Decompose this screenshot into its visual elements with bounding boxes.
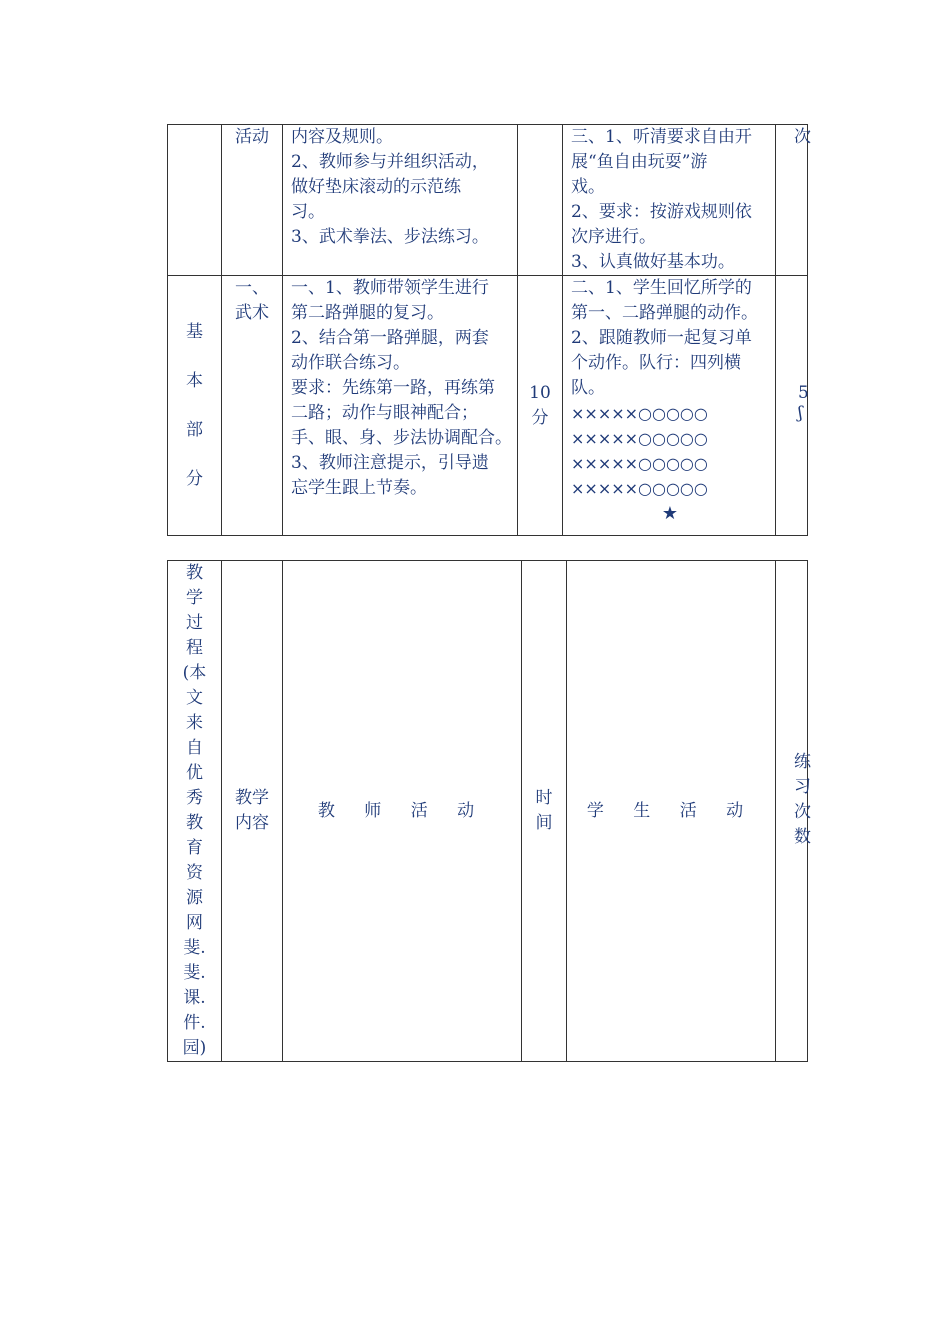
- student-line: 队。: [571, 378, 605, 398]
- content-cell: [222, 125, 283, 276]
- student-line: 戏。: [571, 177, 605, 197]
- time-value: 10: [529, 382, 551, 403]
- content-text: 活动: [235, 127, 269, 147]
- formation-row: ×××××○○○○○: [571, 429, 708, 448]
- time-unit: 分: [531, 407, 549, 428]
- teacher-line: 二路；动作与眼神配合；: [291, 403, 478, 423]
- content-cell: [222, 276, 283, 536]
- section-cell: [168, 276, 222, 536]
- teacher-line: 动作联合练习。: [291, 353, 410, 373]
- student-line: 2、跟随教师一起复习单: [571, 328, 752, 348]
- count-cell: [776, 125, 811, 276]
- content-line: 一、: [235, 278, 269, 298]
- lesson-header-table: [167, 560, 811, 1062]
- student-line: 展“鱼自由玩耍”游: [571, 152, 708, 172]
- time-header: 时 间: [522, 561, 567, 1062]
- time-cell: [518, 125, 563, 276]
- teacher-line: 做好垫床滚动的示范练: [291, 177, 461, 197]
- student-line: 第一、二路弹腿的动作。: [571, 303, 758, 323]
- teacher-line: 手、眼、身、步法协调配合。: [291, 428, 512, 448]
- teaching-process-cell: [168, 561, 222, 1062]
- student-line: 二、1、学生回忆所学的: [571, 278, 752, 298]
- teacher-line: 习。: [291, 202, 325, 222]
- teaching-process-label: 教 学 过 程 (本 文 来 自 优 秀 教 育 资 源 网 斐. 斐. 课. 件. 园): [182, 563, 207, 1058]
- teacher-line: 要求：先练第一路，再练第: [291, 378, 495, 398]
- table-row: [168, 125, 808, 276]
- student-line: 三、1、听清要求自由开: [571, 127, 752, 147]
- formation-row: ×××××○○○○○: [571, 479, 708, 498]
- student-activity-cell: [563, 125, 776, 276]
- student-activity-header: 学 生 活 动: [567, 561, 776, 1062]
- count-text: 次: [794, 127, 811, 147]
- teacher-line: 内容及规则。: [291, 127, 393, 147]
- teacher-line: 第二路弹腿的复习。: [291, 303, 444, 323]
- teacher-line: 2、结合第一路弹腿，两套: [291, 328, 489, 348]
- teacher-line: 2、教师参与并组织活动，: [291, 152, 489, 172]
- teacher-line: 一、1、教师带领学生进行: [291, 278, 489, 298]
- content-line: 武术: [235, 303, 269, 323]
- teacher-activity-cell: [283, 276, 518, 536]
- student-line: 次序进行。: [571, 227, 656, 247]
- count-cell: [776, 276, 808, 536]
- practice-count-header: 练 习 次 数: [776, 561, 808, 1062]
- student-activity-cell: [563, 276, 776, 536]
- header-row: [168, 561, 808, 1062]
- section-label: 基 本 部 分: [186, 321, 203, 489]
- section-cell: [168, 125, 222, 276]
- time-cell: [518, 276, 563, 536]
- table-row: [168, 276, 808, 536]
- teacher-star-icon: ★: [661, 503, 679, 524]
- formation-row: ×××××○○○○○: [571, 404, 708, 423]
- formation-row: ×××××○○○○○: [571, 454, 708, 473]
- teaching-content-header: 教学 内容: [222, 561, 283, 1062]
- teacher-line: 3、武术拳法、步法练习。: [291, 227, 489, 247]
- teacher-activity-cell: [283, 125, 518, 276]
- student-line: 个动作。队行：四列横: [571, 353, 741, 373]
- count-text: 5 ʃ: [798, 383, 809, 423]
- student-line: 2、要求：按游戏规则依: [571, 202, 752, 222]
- lesson-table-continued: [167, 124, 811, 536]
- teacher-activity-header: 教 师 活 动: [283, 561, 522, 1062]
- student-line: 3、认真做好基本功。: [571, 252, 735, 272]
- teacher-line: 忘学生跟上节奏。: [291, 478, 427, 498]
- teacher-line: 3、教师注意提示，引导遗: [291, 453, 489, 473]
